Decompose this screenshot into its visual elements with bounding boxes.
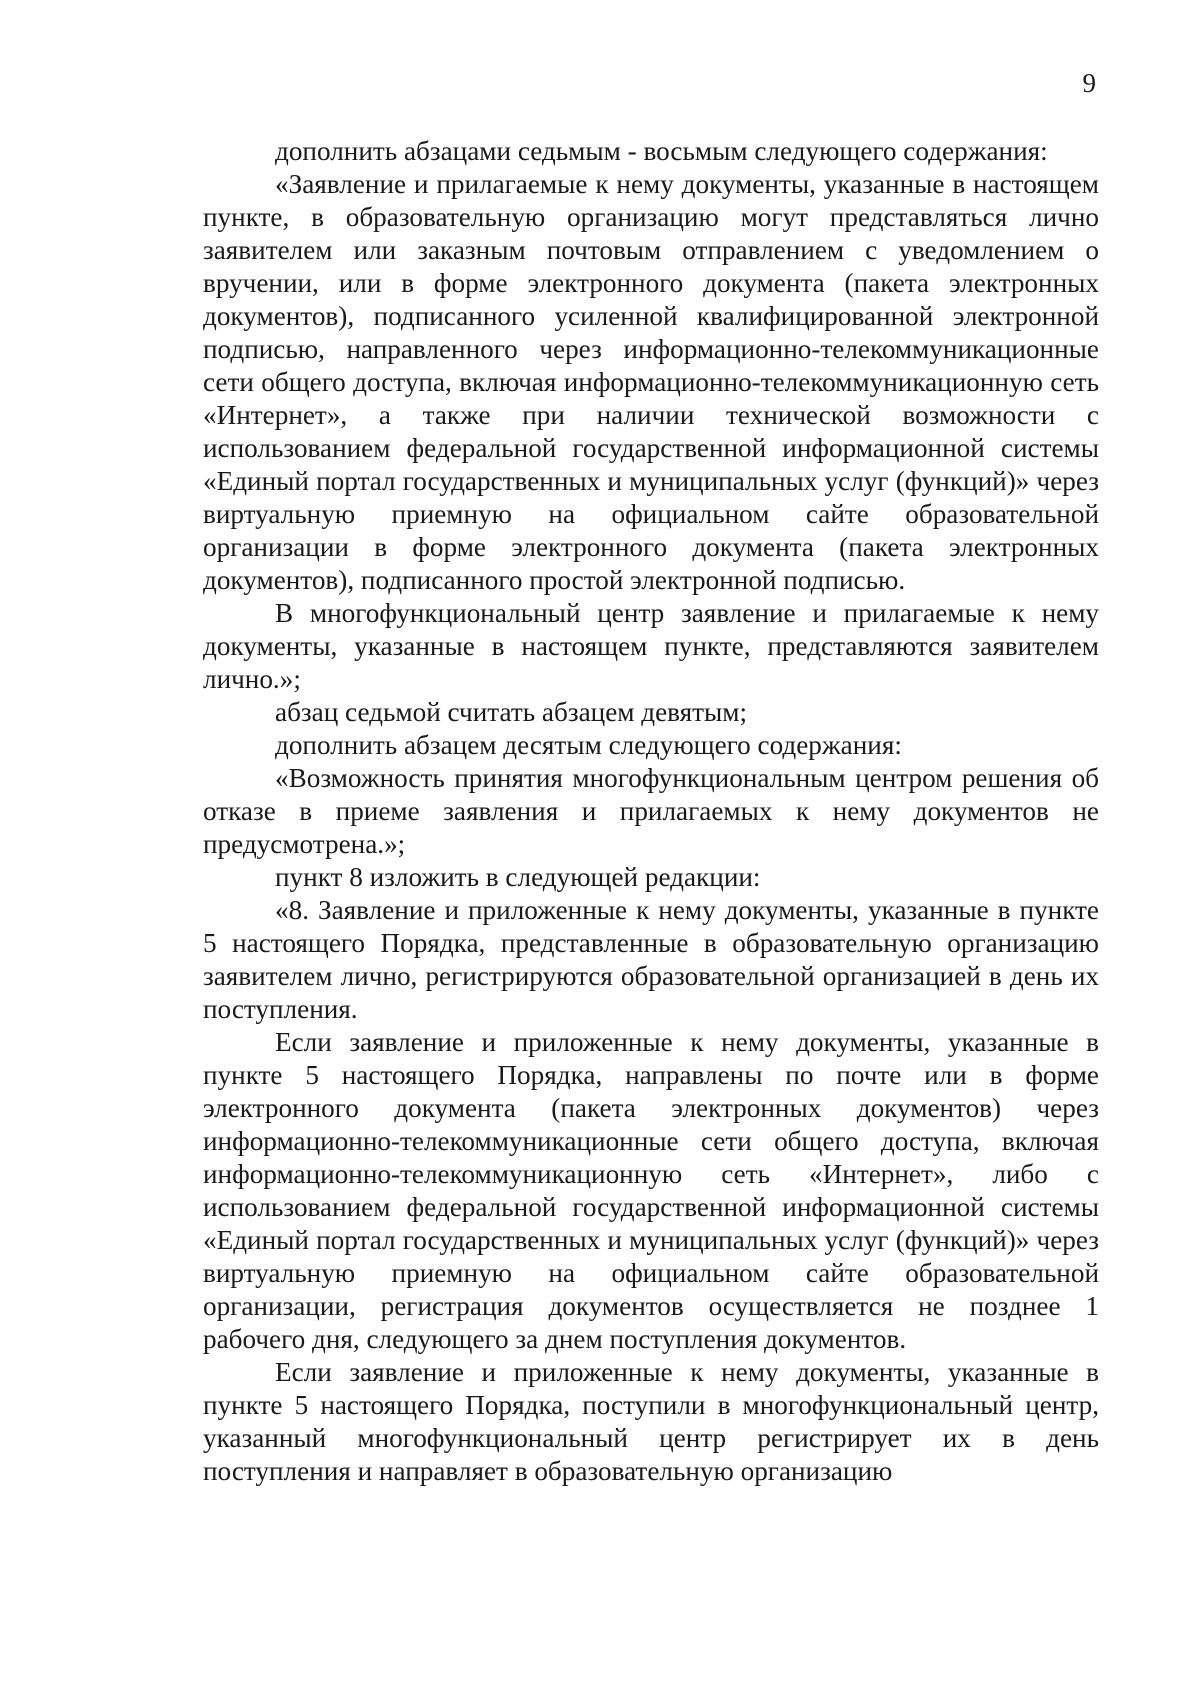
paragraph-2: «Заявление и прилагаемые к нему документы, указанные в настоящем пункте, в образовательную организацию могут представляться лично заявителем или заказным почтовым отправлением с уведомлением о вручении, или в форме электронного документа (пакета электронных документов), подписанного усиленной квалифицированной электронной подписью, направленного через информационно-телекоммуникационные сети общего доступа, включая информационно-телекоммуникационную сеть «Интернет», а также при наличии технической возможности с использованием федеральной государственной информационной системы «Единый портал государственных и муниципальных услуг (функций)» через виртуальную приемную на официальном сайте образовательной организации в форме электронного документа (пакета электронных документов), подписанного простой электронной подписью. [203, 169, 1099, 595]
paragraph-5: дополнить абзацем десятым следующего содержания: [275, 730, 902, 760]
paragraph-6: «Возможность принятия многофункциональным центром решения об отказе в приеме заявления и прилагаемых к нему документов не предусмотрена.»; [203, 763, 1099, 859]
paragraph-8: «8. Заявление и приложенные к нему документы, указанные в пункте 5 настоящего Порядка, представленные в образовательную организацию заявителем лично, регистрируются образовательной организацией в день их поступления. [203, 895, 1099, 1024]
paragraph-7: пункт 8 изложить в следующей редакции: [275, 862, 761, 892]
page-number: 9 [1082, 68, 1096, 98]
paragraph-9: Если заявление и приложенные к нему документы, указанные в пункте 5 настоящего Порядка, направлены по почте или в форме электронного документа (пакета электронных документов) через информационно-телекоммуникационные сети общего доступа, включая информационно-телекоммуникационную сеть «Интернет», либо с использованием федеральной государственной информационной системы «Единый портал государственных и муниципальных услуг (функций)» через виртуальную приемную на официальном сайте образовательной организации, регистрация документов осуществляется не позднее 1 рабочего дня, следующего за днем поступления документов. [203, 1027, 1099, 1354]
paragraph-3: В многофункциональный центр заявление и прилагаемые к нему документы, указанные в настоящем пункте, представляются заявителем лично.»; [203, 598, 1099, 694]
paragraph-4: абзац седьмой считать абзацем девятым; [275, 697, 748, 727]
document-body [203, 135, 1099, 1488]
paragraph-10: Если заявление и приложенные к нему документы, указанные в пункте 5 настоящего Порядка, поступили в многофункциональный центр, указанный многофункциональный центр регистрирует их в день поступления и направляет в образовательную организацию [203, 1357, 1099, 1486]
paragraph-1: дополнить абзацами седьмым - восьмым следующего содержания: [275, 136, 1048, 166]
